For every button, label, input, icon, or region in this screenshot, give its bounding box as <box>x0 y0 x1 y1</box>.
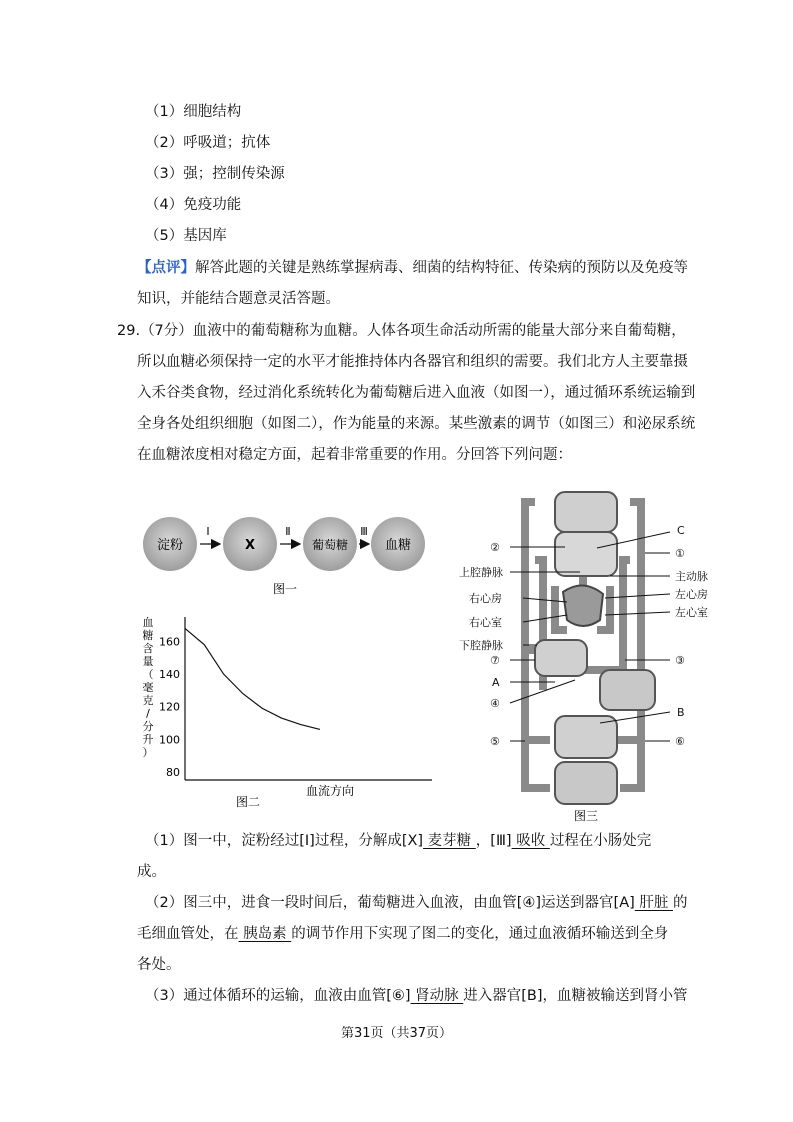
chart-y-label-char: 升 <box>142 733 154 746</box>
sub1-line-2: 成。 <box>137 864 166 880</box>
fig1-node-x <box>223 517 277 571</box>
chart-y-label-char: 含 <box>142 642 154 655</box>
chart-y-tick-label: 140 <box>159 668 180 682</box>
chart-y-label-char: 糖 <box>142 629 154 642</box>
sub3-text-1: （3）通过体循环的运输，血液由血管[⑥] <box>145 988 411 1004</box>
fig3-label-6: ⑥ <box>675 735 685 748</box>
fig1-node-bloodsugar <box>371 517 425 571</box>
fig1-caption: 图一 <box>272 582 298 596</box>
fig3-organ-lower-body <box>555 762 617 804</box>
question-line-4: 全身各处组织细胞（如图二），作为能量的来源。某些激素的调节（如图三）和泌尿系统 <box>137 416 696 432</box>
sub3-answer-1: 肾动脉 <box>410 988 464 1004</box>
sub2-text-3: 毛细血管处，在 <box>137 926 239 942</box>
sub3-text-2: 进入器官[B]，血糖被输送到肾小管 <box>463 988 688 1004</box>
svg-text:血糖: 血糖 <box>384 538 412 553</box>
comment-tag: 【点评】 <box>137 260 195 276</box>
answer-3: （3）强；控制传染源 <box>145 166 285 182</box>
sub2-line-1 <box>145 893 688 913</box>
fig3-label-svc: 上腔静脉 <box>459 566 503 579</box>
fig3-caption: 图三 <box>573 809 599 823</box>
question-number: 29. <box>117 323 141 339</box>
chart-y-label-char: ） <box>142 746 154 759</box>
fig3-label-ra: 右心房 <box>469 592 502 605</box>
fig3-label-4: ④ <box>490 697 500 710</box>
sub1-answer-2: 吸收 <box>511 833 550 849</box>
chart-y-label-char: 血 <box>142 616 154 629</box>
fig1-step-3: Ⅲ <box>360 525 368 538</box>
answer-1: （1）细胞结构 <box>145 104 242 120</box>
sub2-answer-2: 胰岛素 <box>238 926 292 942</box>
fig1-node-glucose <box>303 517 357 571</box>
fig3-organ-brain <box>555 492 617 532</box>
answer-2: （2）呼吸道；抗体 <box>145 135 271 151</box>
sub1-text-2: ，[Ⅲ] <box>475 833 512 849</box>
answer-4: （4）免疫功能 <box>145 197 242 213</box>
fig3-label-rv: 右心室 <box>469 616 502 629</box>
question-score: （7分） <box>140 323 193 339</box>
sub2-line-2 <box>137 924 668 944</box>
fig3-label-3: ③ <box>675 654 685 667</box>
chart-y-tick-label: 160 <box>159 635 180 649</box>
fig3-label-5: ⑤ <box>490 735 500 748</box>
fig1-step-1: Ⅰ <box>206 525 210 538</box>
fig3-organ-kidney <box>555 716 617 758</box>
question-line-2: 所以血糖必须保持一定的水平才能推持体内各器官和组织的需要。我们北方人主要靠摄 <box>137 354 688 370</box>
fig1-node-starch <box>143 517 197 571</box>
chart-series-line <box>185 628 320 729</box>
sub1-answer-1: 麦芽糖 <box>423 833 476 849</box>
chart-y-label <box>143 616 154 759</box>
chart-y-label-char: 量 <box>142 655 154 668</box>
sub2-text-2: 的 <box>673 895 688 911</box>
comment-line-2: 知识，并能结合题意灵活答题。 <box>137 291 340 307</box>
figure-1 <box>140 510 440 600</box>
comment-line-1 <box>137 258 688 278</box>
fig3-organ-liver <box>535 640 587 676</box>
svg-text:葡萄糖: 葡萄糖 <box>311 538 349 552</box>
fig3-organ-intestine <box>600 670 655 710</box>
fig3-label-lv: 左心室 <box>675 606 708 619</box>
fig3-label-1: ① <box>675 547 685 560</box>
fig3-label-B: B <box>677 706 685 719</box>
figure-3-circulation <box>455 490 725 825</box>
chart-y-label-char: 毫 <box>142 681 154 694</box>
sub2-answer-1: 肝脏 <box>634 895 673 911</box>
sub3-line-1 <box>145 986 688 1006</box>
question-line-1 <box>117 321 686 341</box>
chart-y-tick-label: 100 <box>159 733 180 747</box>
answer-5: （5）基因库 <box>145 228 227 244</box>
chart-y-label-char: 分 <box>142 720 154 733</box>
chart-y-label-char: （ <box>142 668 154 681</box>
fig3-label-A: A <box>492 676 500 689</box>
chart-y-label-char: / <box>146 707 150 720</box>
fig3-label-7: ⑦ <box>490 654 500 667</box>
page-footer: 第31页（共37页） <box>340 1026 453 1041</box>
question-text-1: 血液中的葡萄糖称为血糖。人体各项生命活动所需的能量大部分来自葡萄糖， <box>192 323 686 339</box>
svg-text:X: X <box>244 538 256 553</box>
figure-2-chart <box>140 612 440 814</box>
fig3-label-C: C <box>677 524 685 537</box>
fig3-label-aorta: 主动脉 <box>675 570 708 583</box>
fig3-label-2: ② <box>490 541 500 554</box>
fig3-organ-lungs <box>555 532 617 576</box>
question-line-3: 入禾谷类食物，经过消化系统转化为葡萄糖后进入血液（如图一），通过循环系统运输到 <box>137 385 696 401</box>
chart-x-label: 血流方向 <box>305 784 355 798</box>
sub1-text-3: 过程在小肠处完 <box>549 833 652 849</box>
fig3-heart <box>563 585 603 626</box>
chart-y-tick-label: 120 <box>159 700 180 714</box>
sub2-text-1: （2）图三中，进食一段时间后，葡萄糖进入血液，由血管[④]运送到器官[A] <box>145 895 635 911</box>
sub1-line-1 <box>145 831 651 851</box>
sub2-line-3: 各处。 <box>137 957 181 973</box>
fig1-step-2: Ⅱ <box>285 525 291 538</box>
chart-y-label-char: 克 <box>142 694 154 707</box>
fig3-label-ivc: 下腔静脉 <box>459 639 503 652</box>
comment-text-1: 解答此题的关键是熟练掌握病毒、细菌的结构特征、传染病的预防以及免疫等 <box>195 260 688 276</box>
svg-text:淀粉: 淀粉 <box>156 538 184 553</box>
chart-caption: 图二 <box>235 795 261 809</box>
sub1-text-1: （1）图一中，淀粉经过[Ⅰ]过程，分解成[X] <box>145 833 424 849</box>
sub2-text-4: 的调节作用下实现了图二的变化，通过血液循环输送到全身 <box>291 926 669 942</box>
fig3-label-la: 左心房 <box>675 588 708 601</box>
chart-y-tick-label: 80 <box>166 765 180 779</box>
question-line-5: 在血糖浓度相对稳定方面，起着非常重要的作用。分回答下列问题： <box>137 447 572 463</box>
